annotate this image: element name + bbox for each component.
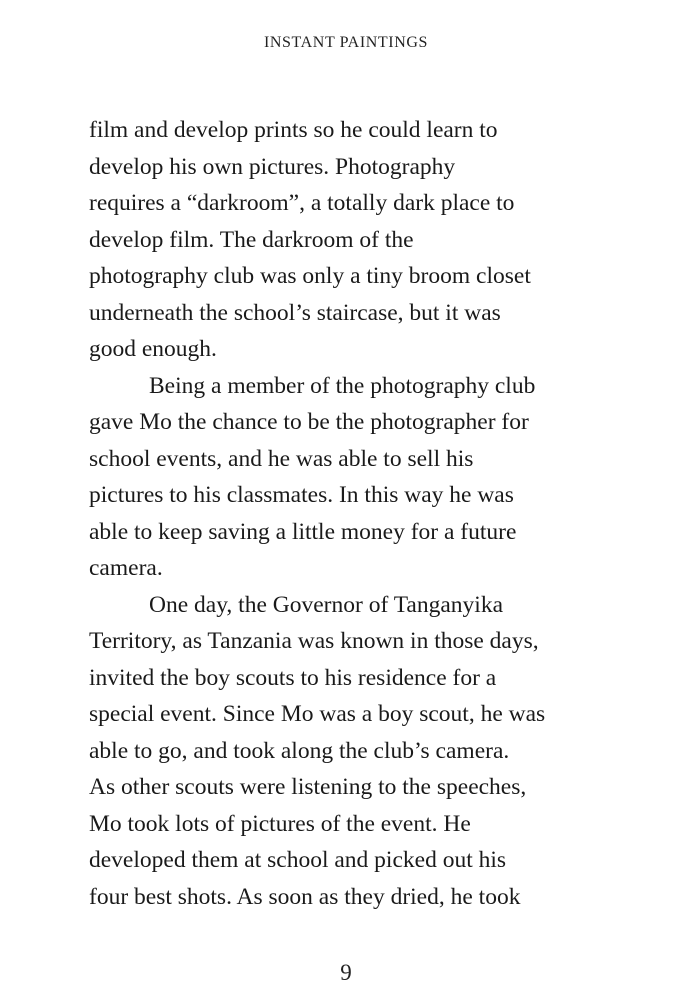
text-line: good enough. [89, 336, 217, 362]
body-text [89, 112, 629, 915]
text-line: develop film. The darkroom of the [89, 226, 414, 253]
text-line: special event. Since Mo was a boy scout, he was [89, 701, 546, 727]
text-line: camera. [89, 555, 163, 581]
text-line: invited the boy scouts to his residence for a [89, 664, 497, 691]
text-line: pictures to his classmates. In this way he was [89, 482, 514, 508]
paragraph-start-line: Being a member of the photography club [149, 372, 536, 399]
text-line: photography club was only a tiny broom closet [89, 263, 531, 289]
text-line: underneath the school’s staircase, but it was [89, 299, 501, 326]
page-number: 9 [340, 960, 352, 985]
text-line: school events, and he was able to sell his [89, 445, 474, 472]
text-line: film and develop prints so he could learn to [89, 117, 498, 143]
text-line: gave Mo the chance to be the photographer for [89, 409, 529, 435]
text-line: four best shots. As soon as they dried, he took [89, 883, 521, 910]
running-header: INSTANT PAINTINGS [263, 34, 429, 51]
text-line: Mo took lots of pictures of the event. He [89, 810, 471, 837]
text-line: able to keep saving a little money for a future [89, 518, 517, 545]
paragraph-start-line: One day, the Governor of Tanganyika [149, 591, 504, 618]
text-line: develop his own pictures. Photography [89, 153, 456, 180]
text-line: Territory, as Tanzania was known in those days, [89, 628, 539, 654]
text-line: As other scouts were listening to the speeches, [89, 774, 527, 800]
text-line: developed them at school and picked out his [89, 847, 507, 873]
text-line: requires a “darkroom”, a totally dark place to [89, 190, 515, 216]
text-line: able to go, and took along the club’s camera. [89, 737, 510, 764]
